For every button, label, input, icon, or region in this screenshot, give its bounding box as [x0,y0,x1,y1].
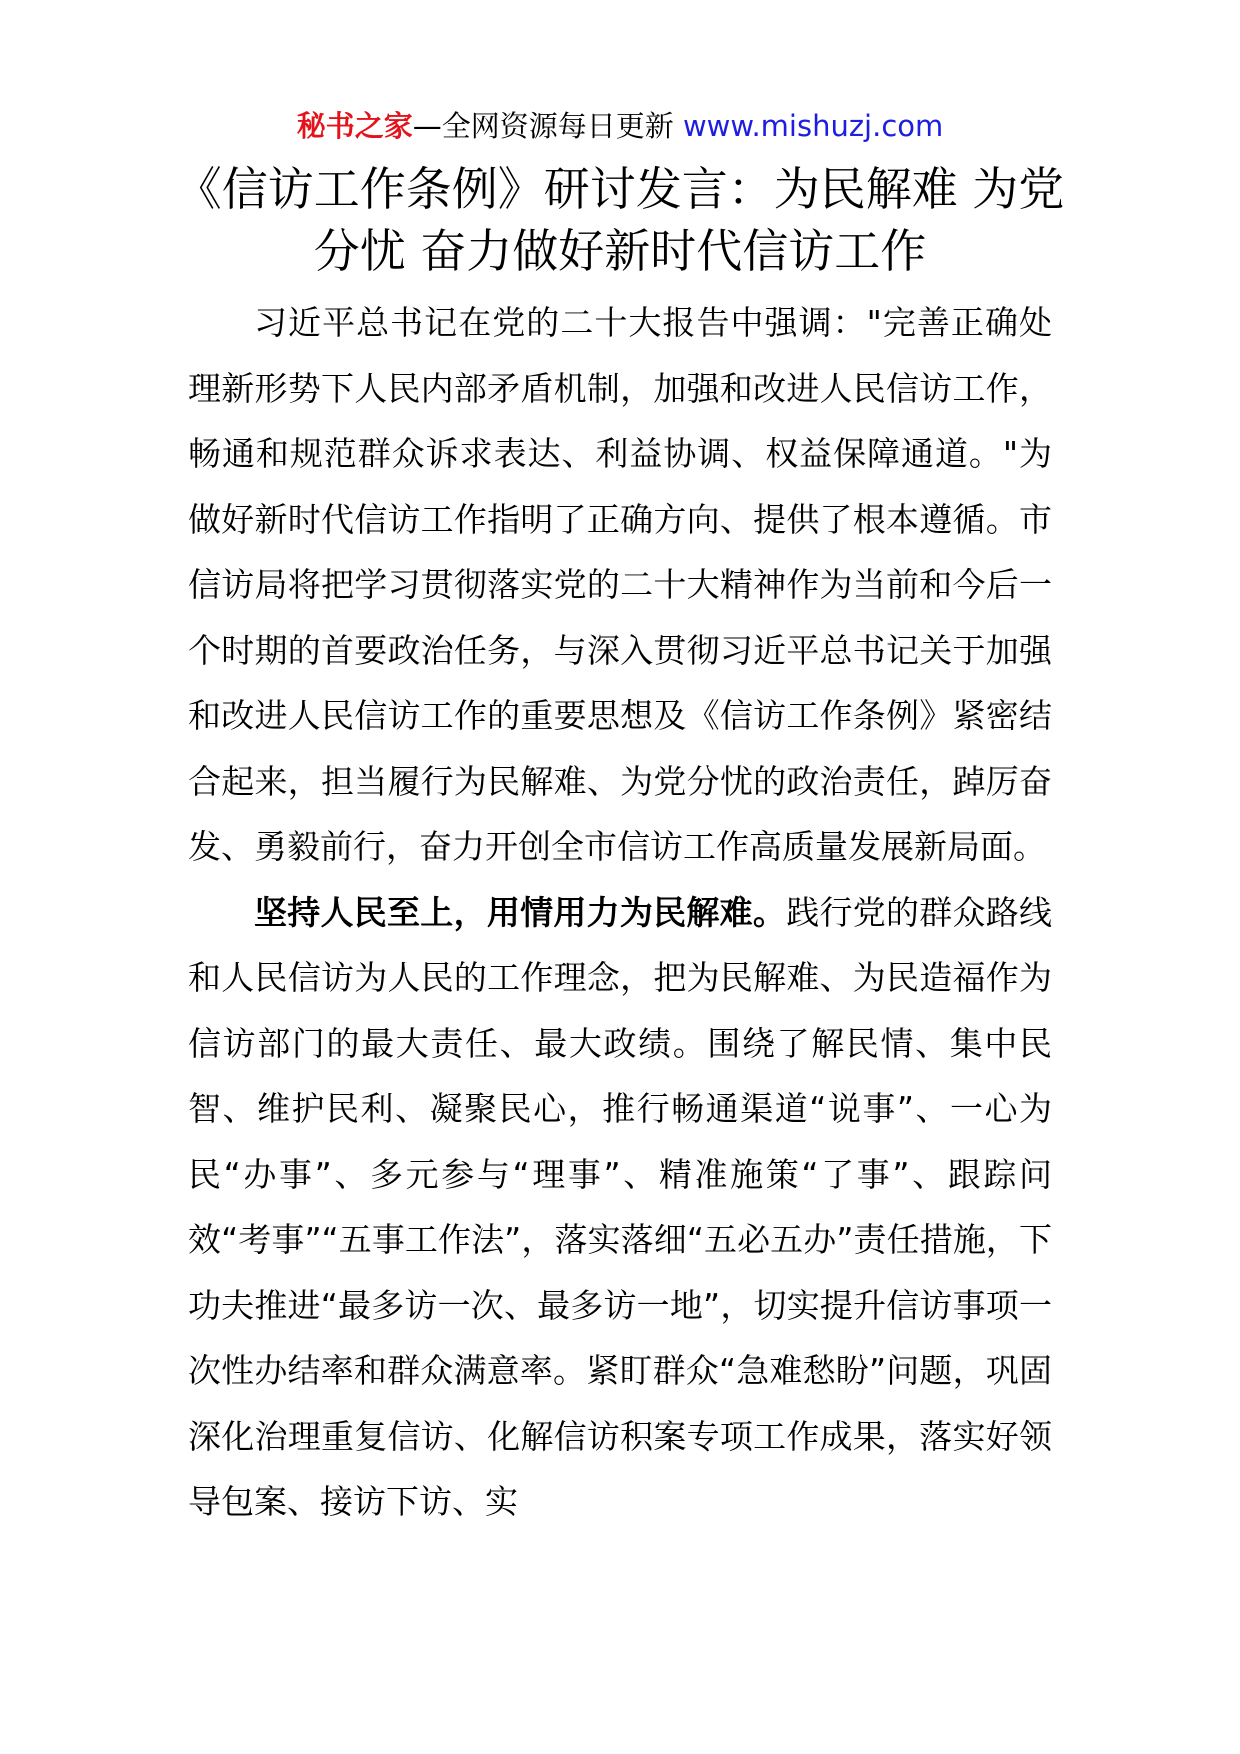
paragraph-text: 践行党的群众路线和人民信访为人民的工作理念，把为民解难、为民造福作为信访部门的最大责任、最大政绩。围绕了解民情、集中民智、维护民利、凝聚民心，推行畅通渠道“说事”、一心为民“办事”、多元参与“理事”、精准施策“了事”、跟踪问效“考事”“五事工作法”，落实落细“五必五办”责任措施，下功夫推进“最多访一次、最多访一地”，切实提升信访事项一次性办结率和群众满意率。紧盯群众“急难愁盼”问题，巩固深化治理重复信访、化解信访积案专项工作成果，落实好领导包案、接访下访、实 [188,892,1053,1521]
site-banner [148,100,1092,152]
banner-tagline: —全网资源每日更新 [412,109,683,143]
paragraph-lead: 坚持人民至上，用情用力为民解难。 [254,892,787,932]
site-url-link[interactable]: www.mishuzj.com [682,109,944,143]
body-paragraph-1 [188,290,1052,880]
paragraph-text: 习近平总书记在党的二十大报告中强调："完善正确处理新形势下人民内部矛盾机制，加强和改进人民信访工作，畅通和规范群众诉求表达、利益协调、权益保障通道。"为做好新时代信访工作指明了正确方向、提供了根本遵循。市信访局将把学习贯彻落实党的二十大精神作为当前和今后一个时期的首要政治任务，与深入贯彻习近平总书记关于加强和改进人民信访工作的重要思想及《信访工作条例》紧密结合起来，担当履行为民解难、为党分忧的政治责任，踔厉奋发、勇毅前行，奋力开创全市信访工作高质量发展新局面。 [188,303,1052,866]
body-paragraph-2 [188,880,1052,1535]
document-title: 《信访工作条例》研讨发言：为民解难 为党分忧 奋力做好新时代信访工作 [175,162,1065,278]
brand-name: 秘书之家 [296,109,413,143]
